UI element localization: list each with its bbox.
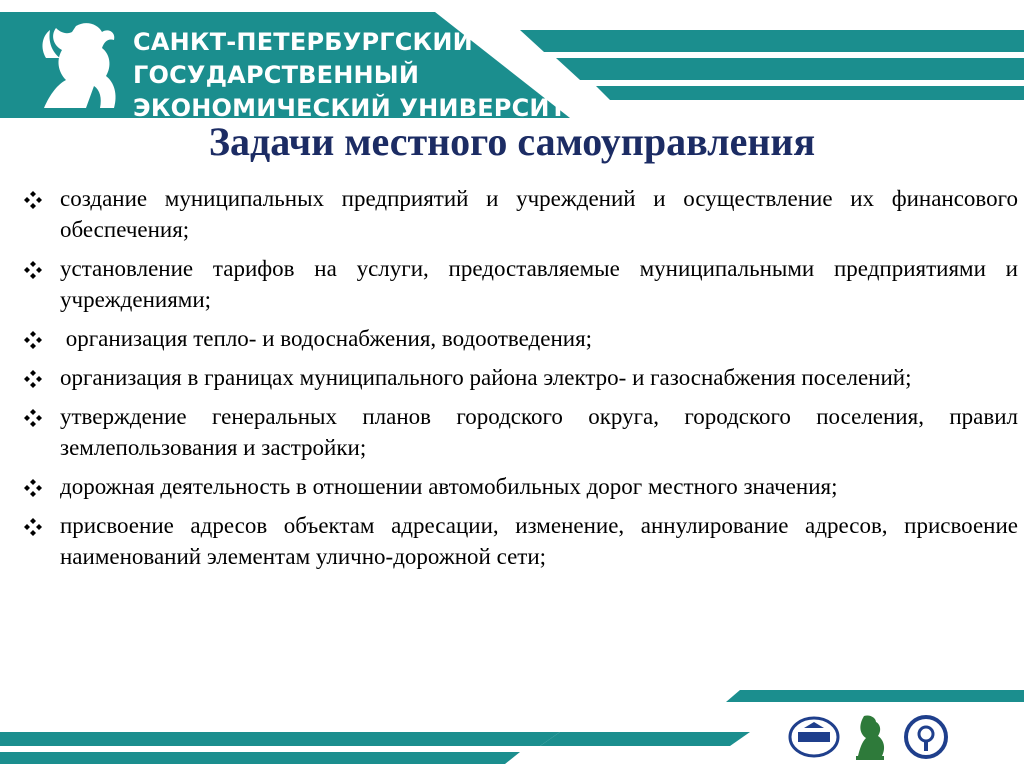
university-name-line-2: ГОСУДАРСТВЕННЫЙ bbox=[133, 61, 420, 89]
task-text: организация в границах муниципального района электро- и газоснабжения поселений; bbox=[60, 365, 912, 390]
diamond-bullet-icon bbox=[22, 407, 44, 429]
finek-griffin-icon bbox=[850, 712, 890, 762]
list-item bbox=[22, 510, 1018, 572]
task-text: создание муниципальных предприятий и учреждений и осуществление их финансового обеспечения; bbox=[60, 186, 1018, 242]
inzhekon-emblem-icon bbox=[788, 716, 840, 758]
diamond-bullet-icon bbox=[22, 329, 44, 351]
university-name-line-1: САНКТ-ПЕТЕРБУРГСКИЙ bbox=[133, 28, 473, 56]
task-text: дорожная деятельность в отношении автомобильных дорог местного значения; bbox=[60, 474, 838, 499]
diamond-bullet-icon bbox=[22, 189, 44, 211]
diamond-bullet-icon bbox=[22, 477, 44, 499]
header-band bbox=[0, 0, 1024, 135]
task-text: присвоение адресов объектам адресации, изменение, аннулирование адресов, присвоение наименований элементам улично-дорожной сети; bbox=[60, 513, 1018, 569]
griffin-icon bbox=[36, 18, 122, 118]
list-item bbox=[22, 471, 1018, 502]
list-item bbox=[22, 401, 1018, 463]
list-item bbox=[22, 253, 1018, 315]
list-item bbox=[22, 183, 1018, 245]
university-name-line-3: ЭКОНОМИЧЕСКИЙ УНИВЕРСИТЕТ bbox=[133, 94, 600, 122]
task-text: организация тепло- и водоснабжения, водоотведения; bbox=[60, 326, 593, 351]
footer-logos bbox=[788, 712, 998, 762]
task-text: установление тарифов на услуги, предоставляемые муниципальными предприятиями и учреждениями; bbox=[60, 256, 1018, 312]
diamond-bullet-icon bbox=[22, 259, 44, 281]
slide-title: Задачи местного самоуправления bbox=[208, 119, 816, 164]
third-emblem-icon bbox=[904, 714, 948, 760]
task-list bbox=[22, 183, 1018, 580]
diamond-bullet-icon bbox=[22, 516, 44, 538]
task-text: утверждение генеральных планов городского округа, городского поселения, правил землепользования и застройки; bbox=[60, 404, 1018, 460]
list-item bbox=[22, 323, 1018, 354]
university-name bbox=[133, 26, 599, 125]
diamond-bullet-icon bbox=[22, 368, 44, 390]
list-item bbox=[22, 362, 1018, 393]
